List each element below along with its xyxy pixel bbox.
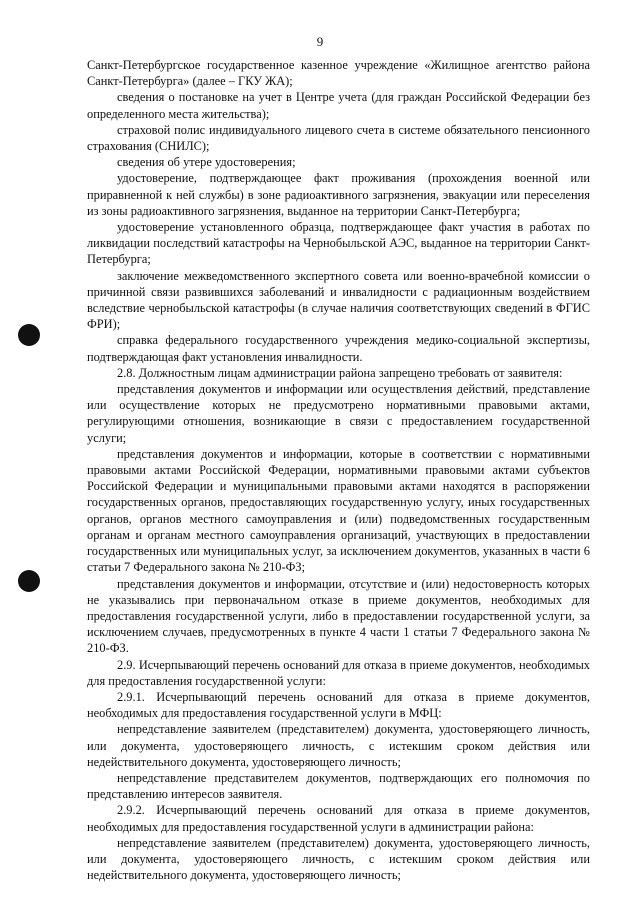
paragraph: представления документов и информации или осуществления действий, представление или осуществление которых не предусмотрено нормативными правовыми актами, регулирующими отношения, возникающие в связи с предоставлением государственной услуги;	[87, 382, 590, 445]
section-heading-2-9: 2.9. Исчерпывающий перечень оснований для отказа в приеме документов, необходимых для предоставления государственной услуги:	[87, 657, 590, 688]
document-body	[87, 57, 590, 883]
paragraph: непредставление заявителем (представителем) документа, удостоверяющего личность, или документа, удостоверяющего личность, с истекшим сроком действия или недействительного документа, удостоверяющего личность;	[87, 722, 590, 769]
punch-hole-mark	[18, 570, 40, 592]
punch-hole-mark	[18, 324, 40, 346]
paragraph: непредставление представителем документов, подтверждающих его полномочия по представлению интересов заявителя.	[87, 770, 590, 802]
paragraph: удостоверение установленного образца, подтверждающее факт участия в работах по ликвидации последствий катастрофы на Чернобыльской АЭС, выданное на территории Санкт-Петербурга;	[87, 220, 590, 267]
paragraph: представления документов и информации, отсутствие и (или) недостоверность которых не указывались при первоначальном отказе в приеме документов, необходимых для предоставления государственной услуги, либо в предоставлении государственной услуги, за исключением случаев, предусмотренных в пункте 4 части 1 статьи 7 Федерального закона № 210-ФЗ.	[87, 576, 590, 656]
paragraph: сведения об утере удостоверения;	[117, 155, 296, 170]
section-heading-2-9-2: 2.9.2. Исчерпывающий перечень оснований для отказа в приеме документов, необходимых для предоставления государственной услуги в администрации района:	[87, 803, 590, 834]
paragraph: сведения о постановке на учет в Центре учета (для граждан Российской Федерации без определенного места жительства);	[87, 90, 590, 121]
paragraph: непредставление заявителем (представителем) документа, удостоверяющего личность, или документа, удостоверяющего личность, с истекшим сроком действия или недействительного документа, удостоверяющего личность;	[87, 835, 590, 883]
section-heading-2-8: 2.8. Должностным лицам администрации района запрещено требовать от заявителя:	[117, 365, 563, 380]
paragraph: представления документов и информации, которые в соответствии с нормативными правовыми актами Российской Федерации, нормативными правовыми актами субъектов Российской Федерации и муниципальными правовыми актами находятся в распоряжении государственных органов, предоставляющих государственную услугу, иных государственных органов, органов местного самоуправления и (или) подведомственных государственным органам и органам местного самоуправления организаций, участвующих в предоставлении государственных или муниципальных услуг, за исключением документов, указанных в части 6 статьи 7 Федерального закона № 210-ФЗ;	[87, 446, 590, 575]
paragraph: заключение межведомственного экспертного совета или военно-врачебной комиссии о причинной связи развившихся заболеваний и инвалидности с радиационным воздействием вследствие чернобыльской катастрофы (в случае наличия соответствующих сведений в ФГИС ФРИ);	[87, 268, 590, 332]
page-number: 9	[316, 34, 324, 49]
paragraph: Санкт-Петербургское государственное казенное учреждение «Жилищное агентство района Санкт-Петербурга» (далее – ГКУ ЖА);	[87, 58, 590, 89]
section-heading-2-9-1: 2.9.1. Исчерпывающий перечень оснований для отказа в приеме документов, необходимых для предоставления государственной услуги в МФЦ:	[87, 689, 590, 721]
paragraph: справка федерального государственного учреждения медико-социальной экспертизы, подтверждающая факт установления инвалидности.	[87, 333, 590, 364]
paragraph: удостоверение, подтверждающее факт проживания (прохождения военной или приравненной к ней службы) в зоне радиоактивного загрязнения, эвакуации или переселения из зоны радиоактивного загрязнения, выданное на территории Санкт-Петербурга;	[87, 171, 590, 218]
paragraph: страховой полис индивидуального лицевого счета в системе обязательного пенсионного страхования (СНИЛС);	[87, 122, 590, 154]
